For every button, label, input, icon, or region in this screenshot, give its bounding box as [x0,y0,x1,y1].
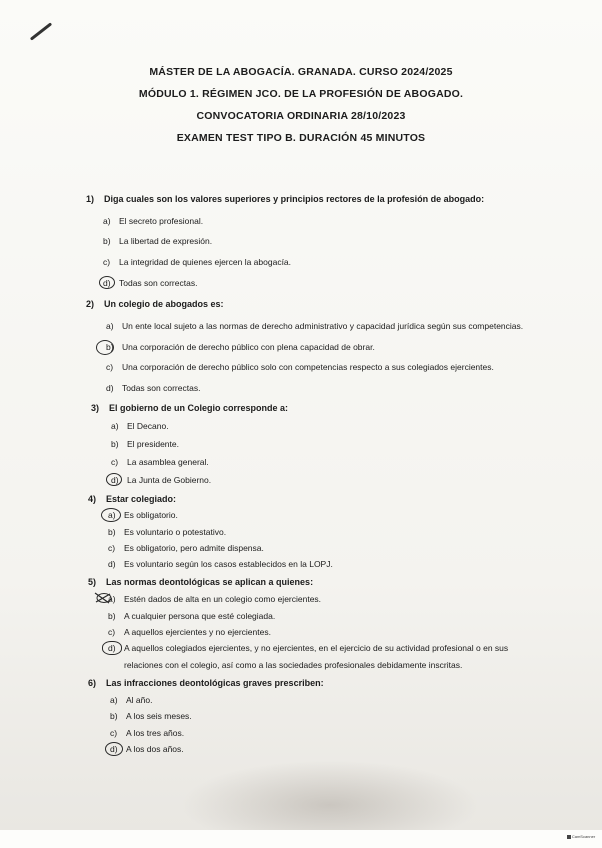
question-text: Estar colegiado: [106,494,177,504]
question-number: 5) [88,577,97,587]
option-4d [108,559,333,569]
option-text: Una corporación de derecho público con plena capacidad de obrar. [122,342,375,352]
option-1b [103,236,212,246]
option-text: A aquellos ejercientes y no ejercientes. [124,627,271,637]
option-letter: a) [108,594,116,604]
option-text: A los seis meses. [126,711,192,721]
option-letter: b) [108,527,116,537]
option-5d [108,643,508,653]
question-text: Diga cuales son los valores superiores y principios rectores de la profesión de abogado: [104,194,485,204]
option-letter: c) [106,362,114,372]
option-letter: c) [108,627,116,637]
scanner-logo-icon [567,835,571,839]
option-letter: d) [106,383,114,393]
option-text: La integridad de quienes ejercen la abogacía. [119,257,292,267]
option-text: Todas son correctas. [119,278,198,288]
question-number: 2) [86,299,95,309]
option-text: Es obligatorio, pero admite dispensa. [124,543,264,553]
option-5b [108,611,275,621]
question-2 [86,299,224,309]
scanner-label: CamScanner [571,834,596,839]
answer-circle [101,508,121,522]
option-letter: b) [106,342,114,352]
question-number: 3) [91,403,100,413]
option-text: Un ente local sujeto a las normas de derecho administrativo y capacidad jurídica según sus competencias. [122,321,524,331]
option-letter: b) [110,711,118,721]
option-2b [106,342,375,352]
option-text: A cualquier persona que esté colegiada. [124,611,276,621]
option-letter: b) [103,236,111,246]
scanner-watermark [566,834,596,846]
option-text: La Junta de Gobierno. [127,475,212,485]
option-text: La asamblea general. [127,457,209,467]
option-2d [106,383,200,393]
answer-circle [99,276,115,289]
option-text: La libertad de expresión. [119,236,213,246]
question-text: Las normas deontológicas se aplican a quienes: [106,577,314,587]
option-letter: c) [103,257,111,267]
crossed-out-mark [94,592,112,604]
question-number: 6) [88,678,97,688]
option-text: A los tres años. [126,728,185,738]
question-5 [88,577,313,587]
question-1 [86,194,484,204]
option-4c [108,543,264,553]
question-number: 1) [86,194,95,204]
option-5a [108,594,321,604]
option-letter: a) [103,216,111,226]
answer-circle [106,473,122,486]
question-text: Las infracciones deontológicas graves prescriben: [106,678,324,688]
answer-circle [102,641,122,655]
option-letter: d) [108,643,116,653]
option-letter: a) [106,321,114,331]
option-6c [110,728,184,738]
option-1d [103,278,197,288]
pen-mark [30,22,52,40]
shadow [180,760,480,830]
option-3d [111,475,211,485]
option-text: El Decano. [127,421,169,431]
option-text: Estén dados de alta en un colegio como ejercientes. [124,594,322,604]
header-line-1: MÁSTER DE LA ABOGACÍA. GRANADA. CURSO 2024/2025 [149,66,453,78]
option-letter: d) [108,559,116,569]
header-line-2: MÓDULO 1. RÉGIMEN JCO. DE LA PROFESIÓN DE ABOGADO. [138,88,464,100]
option-6a [110,695,152,705]
option-letter: b) [108,611,116,621]
header-line-4: EXAMEN TEST TIPO B. DURACIÓN 45 MINUTOS [176,132,426,144]
option-2c [106,362,494,372]
option-text: Al año. [126,695,153,705]
option-5d-continued: relaciones con el colegio, así como a las sociedades profesionales debidamente inscritas. [124,660,463,670]
question-text: Un colegio de abogados es: [104,299,224,309]
option-letter: d) [111,475,119,485]
option-letter: d) [103,278,111,288]
question-3 [91,403,288,413]
header-line-3: CONVOCATORIA ORDINARIA 28/10/2023 [196,110,406,122]
option-text: El secreto profesional. [119,216,204,226]
option-letter: c) [108,543,116,553]
option-1a [103,216,203,226]
option-text: El presidente. [127,439,179,449]
option-5c [108,627,271,637]
option-letter: b) [111,439,119,449]
question-4 [88,494,176,504]
option-text: Una corporación de derecho público solo con competencias respecto a sus colegiados ejercientes. [122,362,494,372]
question-6 [88,678,324,688]
option-letter: a) [108,510,116,520]
option-3b [111,439,179,449]
option-text: A los dos años. [126,744,184,754]
option-3c [111,457,209,467]
option-1c [103,257,291,267]
question-text: El gobierno de un Colegio corresponde a: [109,403,289,413]
answer-circle [96,340,114,355]
option-text: Es voluntario según los casos establecidos en la LOPJ. [124,559,333,569]
option-6b [110,711,192,721]
option-letter: a) [110,695,118,705]
option-4b [108,527,226,537]
question-number: 4) [88,494,97,504]
option-3a [111,421,169,431]
option-letter: a) [111,421,119,431]
option-text: A aquellos colegiados ejercientes, y no ejercientes, en el ejercicio de su actividad profesional o en sus [124,643,509,653]
option-letter: c) [111,457,119,467]
option-letter: c) [110,728,118,738]
option-2a [106,321,523,331]
option-text: Todas son correctas. [122,383,201,393]
option-letter: d) [110,744,118,754]
answer-circle [105,742,123,756]
option-text: Es voluntario o potestativo. [124,527,227,537]
option-text: Es obligatorio. [124,510,178,520]
